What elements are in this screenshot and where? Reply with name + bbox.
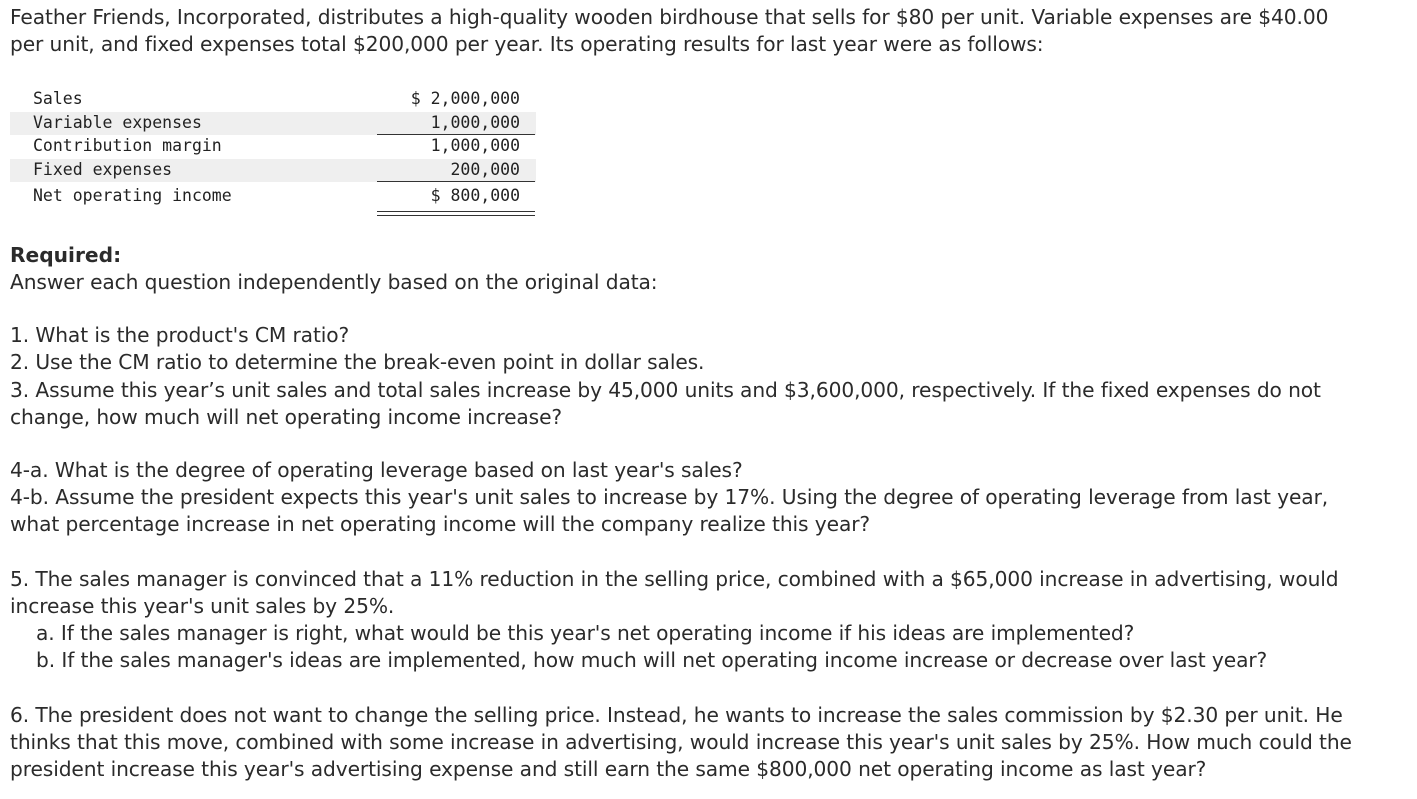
question-4b-line-2: what percentage increase in net operating income will the company realize this year? [10,512,871,536]
question-6-line-1: 6. The president does not want to change the selling price. Instead, he wants to increase the sales commission by $2.30 per unit. He [10,703,1343,727]
statement-amount: $ 2,000,000 [410,89,520,108]
statement-amount: $ 800,000 [430,186,520,205]
question-4b-line-1: 4-b. Assume the president expects this year's unit sales to increase by 17%. Using the degree of operating leverage from last year, [10,485,1329,509]
statement-label: Net operating income [33,186,232,205]
question-5b: b. If the sales manager's ideas are implemented, how much will net operating income increase or decrease over last year? [36,648,1268,672]
question-3-line-1: 3. Assume this year’s unit sales and total sales increase by 45,000 units and $3,600,000, respectively. If the fixed expenses do not [10,378,1321,402]
statement-label: Fixed expenses [33,159,173,179]
required-subtitle: Answer each question independently based on the original data: [10,270,658,294]
question-5-line-1: 5. The sales manager is convinced that a 11% reduction in the selling price, combined with a $65,000 increase in advertising, would [10,567,1339,591]
question-3-line-2: change, how much will net operating income increase? [10,405,563,429]
question-6-line-3: president increase this year's advertising expense and still earn the same $800,000 net operating income as last year? [10,757,1207,781]
question-6-line-2: thinks that this move, combined with some increase in advertising, would increase this year's unit sales by 25%. How much could the [10,730,1352,754]
statement-row-contribution-margin [10,135,536,159]
statement-amount: 1,000,000 [430,112,520,132]
question-2: 2. Use the CM ratio to determine the break-even point in dollar sales. [10,350,705,374]
statement-label: Contribution margin [33,136,222,155]
statement-label: Sales [33,89,83,108]
total-double-rule [377,211,535,216]
statement-label: Variable expenses [33,112,202,132]
intro-line-1: Feather Friends, Incorporated, distributes a high-quality wooden birdhouse that sells for $80 per unit. Variable expenses are $40.00 [10,5,1329,29]
statement-amount: 1,000,000 [430,136,520,155]
statement-row-variable-expenses [10,112,536,136]
statement-row-net-operating-income [10,186,536,216]
question-5-line-2: increase this year's unit sales by 25%. [10,594,395,618]
question-5a: a. If the sales manager is right, what would be this year's net operating income if his ideas are implemented? [36,621,1135,645]
income-statement-table [10,88,536,216]
question-1: 1. What is the product's CM ratio? [10,323,350,347]
problem-intro [10,4,1328,58]
question-4a: 4-a. What is the degree of operating leverage based on last year's sales? [10,458,743,482]
statement-row-sales [10,88,536,112]
statement-row-fixed-expenses [10,159,536,183]
statement-amount: 200,000 [450,159,520,179]
intro-line-2: per unit, and fixed expenses total $200,000 per year. Its operating results for last year were as follows: [10,32,1044,56]
required-heading: Required: [10,243,122,267]
subtotal-rule [377,181,535,182]
